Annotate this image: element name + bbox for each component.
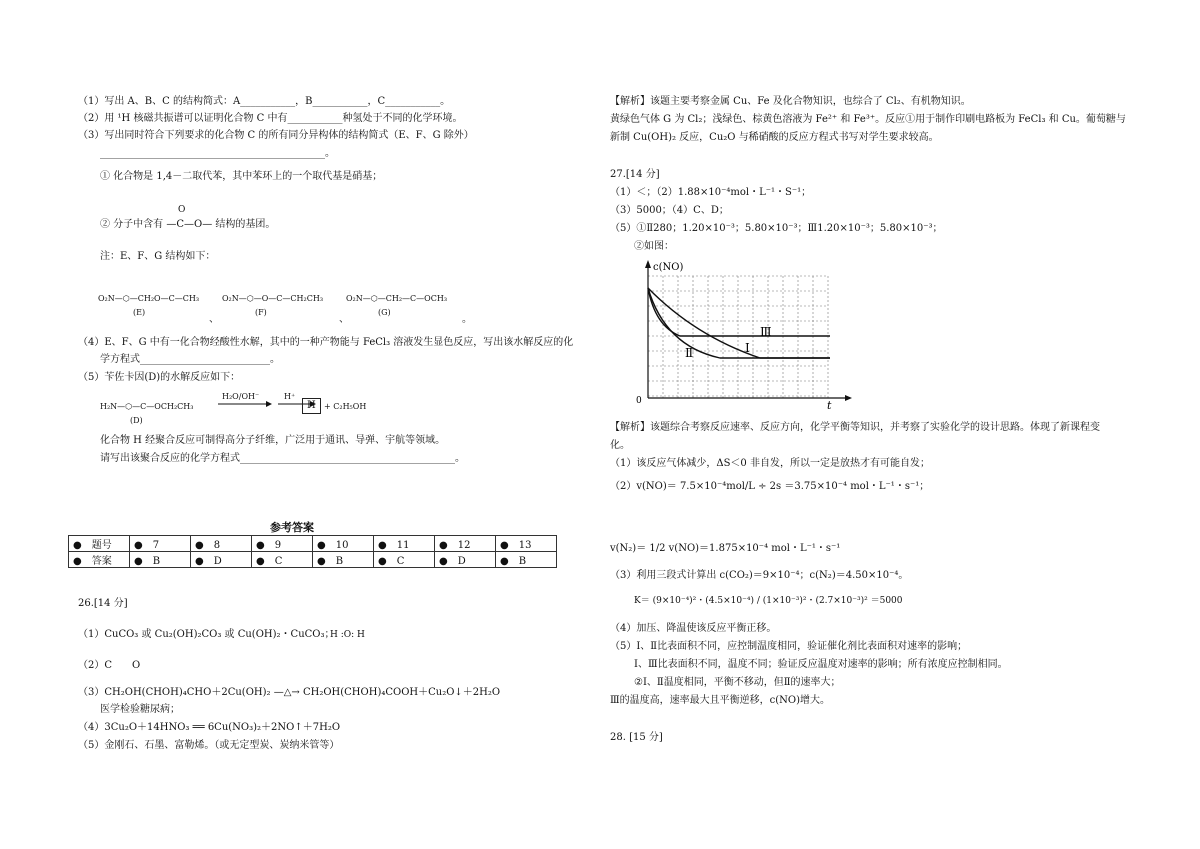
y-axis-arrow bbox=[645, 260, 651, 268]
table-cell: ● 7 bbox=[130, 536, 191, 552]
table-cell: ● C bbox=[252, 552, 313, 568]
explanation-2: （2）v(NO)＝ 7.5×10⁻⁴mol/L ÷ 2s ＝3.75×10⁻⁴ mol・L⁻¹・s⁻¹； bbox=[610, 481, 930, 492]
origin-label: 0 bbox=[636, 396, 642, 406]
reaction-reactant-label: (D) bbox=[130, 416, 143, 425]
table-cell: ● 题号 bbox=[69, 536, 130, 552]
explanation-3-k: K＝ (9×10⁻⁴)²・(4.5×10⁻⁴) / (1×10⁻³)²・(2.7×10⁻³)² ＝5000 bbox=[634, 596, 903, 606]
question-2: （2）用 ¹H 核磁共振谱可以证明化合物 C 中有___________种氢处于不同的化学环境。 bbox=[78, 113, 463, 124]
concentration-time-graph bbox=[620, 256, 860, 416]
q27-answer-5: （5）①Ⅱ280；1.20×10⁻³；5.80×10⁻³；Ⅲ1.20×10⁻³；5.80×10⁻³； bbox=[610, 223, 943, 234]
analysis-26-line-2: 黄绿色气体 G 为 Cl₂；浅绿色、棕黄色溶液为 Fe²⁺ 和 Fe³⁺。反应①用于制作印刷电路板为 FeCl₃ 和 Cu。葡萄糖与 bbox=[610, 114, 1126, 125]
q27-answer-5-graph-note: ②如图： bbox=[634, 241, 674, 252]
structure-e-label: (E) bbox=[133, 308, 146, 317]
q26-heading: 26.[14 分] bbox=[78, 598, 128, 609]
explanation-5-d: Ⅲ的温度高，速率最大且平衡逆移，c(NO)增大。 bbox=[610, 695, 830, 706]
curve-i-label: Ⅰ bbox=[745, 341, 750, 355]
q26-answer-5: （5）金刚石、石墨、富勒烯。（或无定型炭、炭纳米管等） bbox=[78, 740, 340, 751]
structure-g-label: (G) bbox=[378, 308, 391, 317]
condition-1: ① 化合物是 1,4－二取代苯，其中苯环上的一个取代基是硝基； bbox=[100, 171, 383, 182]
question-1: （1）写出 A、B、C 的结构简式：A___________，B___________，C___________。 bbox=[78, 96, 451, 107]
analysis-26-line-3: 新制 Cu(OH)₂ 反应，Cu₂O 与稀硝酸的反应方程式书写对学生要求较高。 bbox=[610, 132, 939, 143]
q28-heading: 28. [15 分] bbox=[610, 732, 663, 743]
q27-heading: 27.[14 分] bbox=[610, 169, 660, 180]
note: 注：E、F、G 结构如下： bbox=[100, 251, 216, 262]
q26-answer-3-cont: 医学检验糖尿病； bbox=[100, 704, 180, 715]
condition-2-carbonyl-o: O bbox=[178, 205, 186, 215]
table-cell: ● B bbox=[496, 552, 557, 568]
curve-iii-label: Ⅲ bbox=[760, 325, 772, 339]
q26-answer-2: （2）C O bbox=[78, 660, 141, 671]
analysis-27-line-1: 【解析】该题综合考察反应速率、反应方向，化学平衡等知识，并考察了实验化学的设计思路。体现了新课程变 bbox=[610, 422, 1100, 433]
answers-title: 参考答案 bbox=[270, 521, 314, 534]
separator-1: 、 bbox=[209, 314, 219, 325]
structure-g: O₂N—⬡—CH₂—C—OCH₃ bbox=[346, 294, 448, 303]
question-4-cont: 学方程式__________________________。 bbox=[100, 354, 280, 365]
explanation-5-b: Ⅰ、Ⅲ比表面积不同，温度不同；验证反应温度对速率的影响；所有浓度应控制相同。 bbox=[634, 659, 1008, 670]
curve-i bbox=[648, 288, 830, 358]
table-cell: ● D bbox=[435, 552, 496, 568]
structures-end: 。 bbox=[462, 314, 472, 325]
table-cell: ● 13 bbox=[496, 536, 557, 552]
q26-electron-formula: H :O: H bbox=[330, 630, 365, 640]
question-3: （3）写出同时符合下列要求的化合物 C 的所有同分异构体的结构简式（E、F、G 除外） bbox=[78, 130, 474, 141]
condition-2 bbox=[100, 218, 275, 232]
structure-f-label: (F) bbox=[255, 308, 267, 317]
explanation-4: （4）加压、降温使该反应平衡正移。 bbox=[610, 623, 777, 634]
curve-ii bbox=[648, 288, 830, 358]
condition-2-group: —C—O— bbox=[166, 219, 213, 230]
table-cell: ● C bbox=[374, 552, 435, 568]
explanation-5: （5）Ⅰ、Ⅱ比表面积不同，应控制温度相同，验证催化剂比表面积对速率的影响； bbox=[610, 641, 968, 652]
explanation-1: （1）该反应气体减少，ΔS＜0 非自发，所以一定是放热才有可能自发； bbox=[610, 458, 930, 469]
reaction-condition-1: H₂O/OH⁻ bbox=[222, 392, 260, 401]
table-cell: ● B bbox=[130, 552, 191, 568]
table-cell: ● 9 bbox=[252, 536, 313, 552]
table-cell: ● 8 bbox=[191, 536, 252, 552]
table-cell: ● 答案 bbox=[69, 552, 130, 568]
explanation-5-c: ②Ⅰ、Ⅱ温度相同，平衡不移动，但Ⅱ的速率大； bbox=[634, 677, 841, 688]
question-5-ask: 请写出该聚合反应的化学方程式___________________________________________。 bbox=[100, 453, 465, 464]
x-axis-label: t bbox=[827, 399, 832, 412]
x-axis-arrow bbox=[845, 395, 852, 401]
reaction-condition-2: H⁺ bbox=[284, 392, 296, 401]
structure-e: O₂N—⬡—CH₂O—C—CH₃ bbox=[98, 294, 200, 303]
question-4: （4）E、F、G 中有一化合物经酸性水解，其中的一种产物能与 FeCl₃ 溶液发生显色反应，写出该水解反应的化 bbox=[78, 337, 574, 348]
analysis-27-line-2: 化。 bbox=[610, 440, 630, 451]
answers-table bbox=[68, 535, 557, 568]
q26-answer-1: （1）CuCO₃ 或 Cu₂(OH)₂CO₃ 或 Cu(OH)₂・CuCO₃； bbox=[78, 629, 335, 640]
condition-2-prefix: ② 分子中含有 bbox=[100, 219, 164, 230]
table-cell: ● 11 bbox=[374, 536, 435, 552]
question-5-text: 化合物 H 经聚合反应可制得高分子纤维，广泛用于通讯、导弹、宇航等领域。 bbox=[100, 435, 446, 446]
structure-f: O₂N—⬡—O—C—CH₂CH₃ bbox=[222, 294, 324, 303]
reaction-product-ethanol: + C₂H₅OH bbox=[324, 402, 367, 411]
question-3-blank: _____________________________________________。 bbox=[100, 148, 335, 159]
q27-answer-3-4: （3）5000；（4）C、D； bbox=[610, 205, 729, 216]
condition-2-suffix: 结构的基团。 bbox=[215, 219, 276, 230]
y-axis-label: c(NO) bbox=[653, 262, 684, 273]
table-row bbox=[69, 536, 557, 552]
explanation-2-n2: v(N₂)＝ 1/2 v(NO)＝1.875×10⁻⁴ mol・L⁻¹・s⁻¹ bbox=[610, 543, 841, 554]
explanation-3: （3）利用三段式计算出 c(CO₂)＝9×10⁻⁴；c(N₂)＝4.50×10⁻⁴。 bbox=[610, 570, 909, 581]
table-cell: ● D bbox=[191, 552, 252, 568]
reaction-product-h: H bbox=[302, 398, 321, 414]
q26-answer-3: （3）CH₂OH(CHOH)₄CHO＋2Cu(OH)₂ —△→ CH₂OH(CHOH)₄COOH＋Cu₂O↓＋2H₂O bbox=[78, 687, 501, 698]
table-row bbox=[69, 552, 557, 568]
q27-answer-1-2: （1）＜；（2）1.88×10⁻⁴mol・L⁻¹・S⁻¹； bbox=[610, 187, 812, 198]
q26-answer-4: （4）3Cu₂O＋14HNO₃ ══ 6Cu(NO₃)₂＋2NO↑＋7H₂O bbox=[78, 722, 341, 733]
analysis-26-line-1: 【解析】该题主要考察金属 Cu、Fe 及化合物知识，也综合了 Cl₂、有机物知识。 bbox=[610, 96, 971, 107]
curve-ii-label: Ⅱ bbox=[685, 346, 694, 360]
question-5: （5）苄佐卡因(D)的水解反应如下： bbox=[78, 372, 241, 383]
table-cell: ● B bbox=[313, 552, 374, 568]
graph-grid bbox=[648, 276, 828, 398]
separator-2: 、 bbox=[339, 314, 349, 325]
table-cell: ● 10 bbox=[313, 536, 374, 552]
reaction-reactant: H₂N—⬡—C—OCH₂CH₃ bbox=[100, 402, 194, 411]
table-cell: ● 12 bbox=[435, 536, 496, 552]
